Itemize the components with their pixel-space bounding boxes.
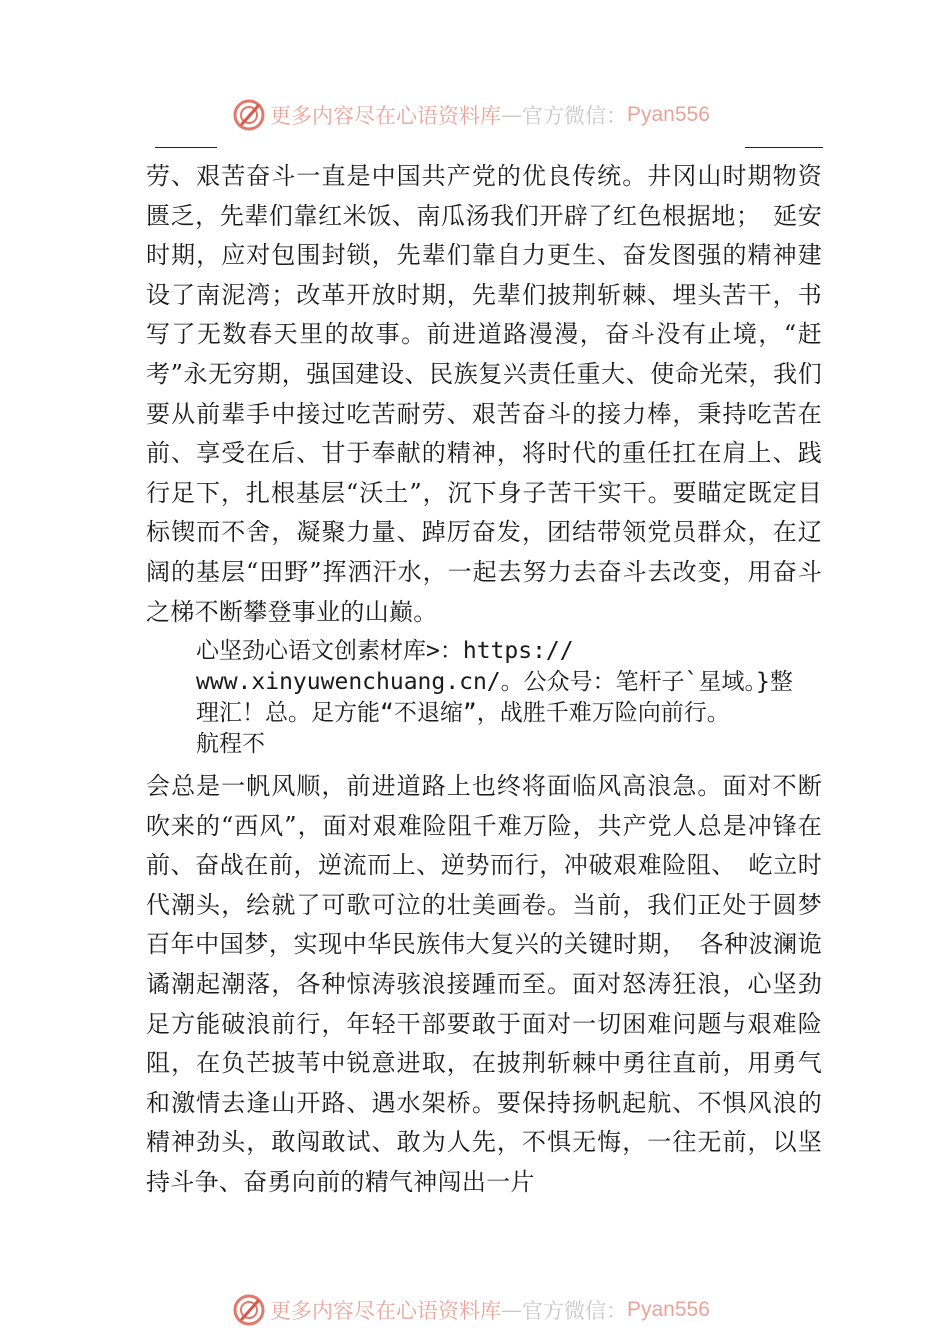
header-rule-left: [155, 147, 217, 148]
header-brand-text: 更多内容尽在心语资料库: [270, 104, 501, 128]
footer-separator: —: [501, 1298, 522, 1322]
header-rule-right: [745, 147, 823, 148]
footer-banner-content: [232, 1290, 710, 1330]
body-paragraph-3: 会总是一帆风顺，前进道路上也终将面临风高浪急。面对不断吹来的“西风”，面对艰难险阻千难万险，共产党人总是冲锋在前、奋战在前，逆流而上、逆势而行，冲破艰难险阻、 屹立时代潮头，绘就了可歌可泣的壮美画卷。当前，我们正处于圆梦百年中国梦，实现中华民族伟大复兴的关键时期， 各种波澜诡谲潮起潮落，各种惊涛骇浪接踵而至。面对怒涛狂浪，心坚劲足方能破浪前行，年轻干部要敢于面对一切困难问题与艰难险阻，在负芒披苇中锐意进取，在披荆斩棘中勇往直前，用勇气和激情去逢山开路、遇水架桥。要保持扬帆起航、不惧风浪的精神劲头，敢闯敢试、敢为人先，不惧无悔，一往无前，以坚持斗争、奋勇向前的精气神闯出一片: [146, 772, 822, 1196]
footer-wechat-label: 官方微信：: [522, 1299, 627, 1323]
footer-brand-text: 更多内容尽在心语资料库: [270, 1299, 501, 1323]
footer-brand-logo-icon: [232, 1293, 266, 1327]
header-banner-content: [232, 95, 710, 135]
body-paragraph-2-line-3: 理汇！总。足方能“不退缩”，战胜千难万险向前行。: [196, 700, 730, 726]
footer-banner: [0, 1290, 950, 1330]
brand-logo-icon: [232, 98, 266, 132]
body-paragraph-2-line-2: www.xinyuwenchuang.cn/。公众号：笔杆子`星域。}整: [196, 669, 793, 695]
header-banner: [0, 95, 950, 135]
body-paragraph-2-line-4: 航程不: [196, 731, 265, 757]
header-wechat-id: Pyan556: [627, 103, 710, 126]
footer-wechat-id: Pyan556: [627, 1298, 710, 1321]
body-paragraph-2-line-1: 心坚劲心语文创素材库>：https://: [196, 638, 574, 664]
body-paragraph-2: [196, 636, 822, 760]
header-wechat-label: 官方微信：: [522, 104, 627, 128]
header-separator: —: [501, 103, 522, 127]
body-paragraph-1: 劳、艰苦奋斗一直是中国共产党的优良传统。井冈山时期物资匮乏，先辈们靠红米饭、南瓜汤我们开辟了红色根据地； 延安时期，应对包围封锁，先辈们靠自力更生、奋发图强的精神建设了南泥湾；改革开放时期，先辈们披荆斩棘、埋头苦干，书写了无数春天里的故事。前进道路漫漫，奋斗没有止境，“赶考”永无穷期，强国建设、民族复兴责任重大、使命光荣，我们要从前辈手中接过吃苦耐劳、艰苦奋斗的接力棒，秉持吃苦在前、享受在后、甘于奉献的精神，将时代的重任扛在肩上、践行足下，扎根基层“沃土”，沉下身子苦干实干。要瞄定既定目标锲而不舍，凝聚力量、踔厉奋发，团结带领党员群众，在辽阔的基层“田野”挥洒汗水，一起去努力去奋斗去改变，用奋斗之梯不断攀登事业的山巅。: [146, 162, 822, 626]
